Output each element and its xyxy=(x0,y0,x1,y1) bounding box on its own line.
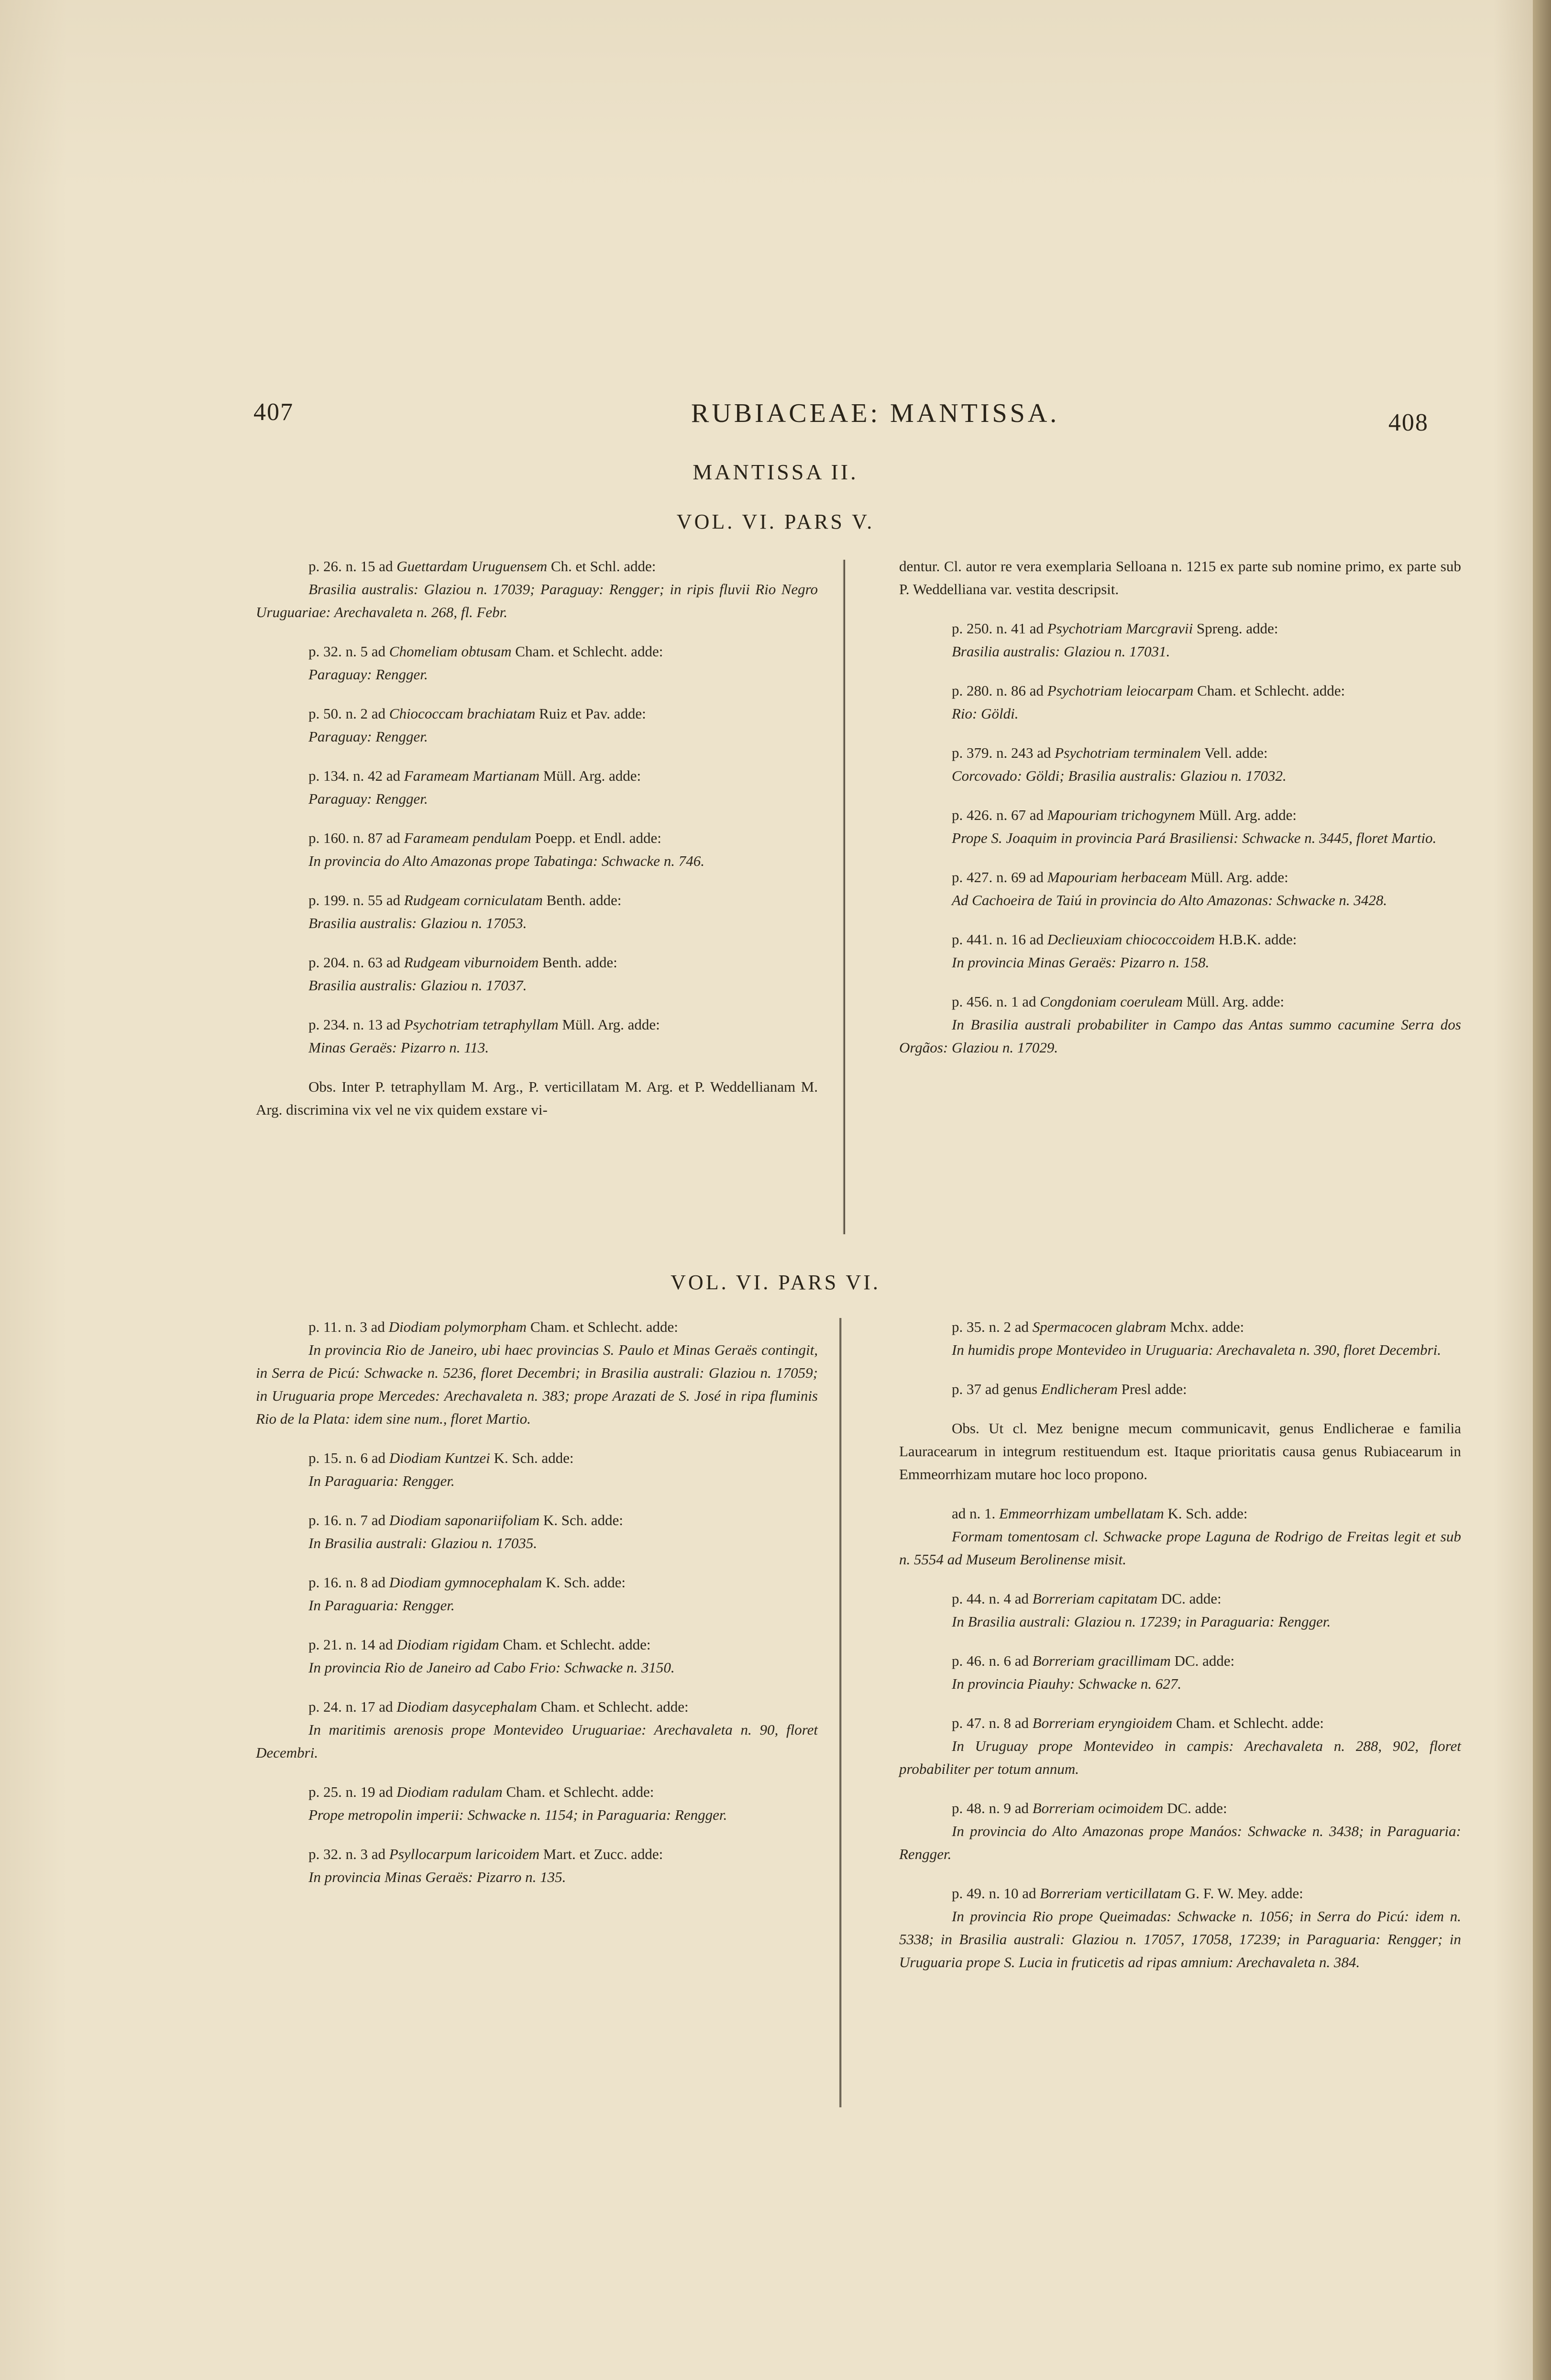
obs-continuation: dentur. Cl. autor re vera exemplaria Selloana n. 1215 ex parte sub nomine primo, ex parte sub P. Weddelliana var. vestita descripsit. xyxy=(899,558,1461,598)
locality: In Brasilia australi probabiliter in Campo das Antas summo cacumine Serra dos Orgãos: Glaziou n. 17029. xyxy=(899,1016,1461,1056)
locality: Rio: Göldi. xyxy=(952,705,1019,722)
entry xyxy=(899,1417,1461,1486)
locality: In provincia Rio de Janeiro, ubi haec provincias S. Paulo et Minas Geraës contingit, in Serra de Picú: Schwacke n. 5236, floret Decembri; in Brasilia australi: Glaziou n. 17059; in Uruguaria prope Mercedes: Arechavaleta n. 383; prope Arazati de S. José in ripa fluminis Rio de la Plata: idem sine num., floret Martio. xyxy=(256,1341,818,1427)
species-name: Diodiam dasycephalam xyxy=(396,1698,537,1715)
authority: Cham. et Schlecht. adde: xyxy=(1172,1715,1324,1731)
entry-reference xyxy=(256,1633,818,1656)
locality: Paraguay: Rengger. xyxy=(308,728,428,745)
entry-reference xyxy=(899,1712,1461,1735)
volume-heading-pars-vi: VOL. VI. PARS VI. xyxy=(671,1271,880,1294)
authority: Cham. et Schlecht. adde: xyxy=(499,1636,651,1653)
species-name: Spermacocen glabram xyxy=(1032,1318,1166,1335)
species-name: Mapouriam trichogynem xyxy=(1047,807,1195,823)
page-ref: p. 426. n. 67 ad xyxy=(952,807,1047,823)
locality: Brasilia australis: Glaziou n. 17039; Paraguay: Rengger; in ripis fluvii Rio Negro Uruguariae: Arechavaleta n. 268, fl. Febr. xyxy=(256,581,818,620)
locality: In provincia do Alto Amazonas prope Tabatinga: Schwacke n. 746. xyxy=(308,852,705,869)
authority: Cham. et Schlecht. adde: xyxy=(1193,682,1345,699)
obs-note: Obs. Ut cl. Mez benigne mecum communicavit, genus Endlicherae e familia Lauracearum in integrum restituendum est. Itaque prioritatis causa genus Rubiacearum in Emmeorrhizam mutare hoc loco propono. xyxy=(899,1420,1461,1483)
entry xyxy=(899,1649,1461,1695)
entry-reference xyxy=(256,764,818,787)
entry xyxy=(256,1316,818,1430)
authority: Cham. et Schlecht. adde: xyxy=(511,643,663,660)
entry-reference xyxy=(256,889,818,912)
entry-reference xyxy=(899,866,1461,889)
entry xyxy=(899,1882,1461,1974)
locality: In provincia Rio de Janeiro ad Cabo Frio: Schwacke n. 3150. xyxy=(308,1659,675,1676)
authority: Vell. adde: xyxy=(1200,744,1268,761)
species-name: Psychotriam terminalem xyxy=(1055,744,1201,761)
entry-reference xyxy=(256,1316,818,1339)
species-name: Psychotriam tetraphyllam xyxy=(404,1016,559,1033)
page-ref: p. 160. n. 87 ad xyxy=(308,830,404,846)
species-name: Chomeliam obtusam xyxy=(389,643,512,660)
entry-reference xyxy=(256,1447,818,1470)
locality: In humidis prope Montevideo in Uruguaria: Arechavaleta n. 390, floret Decembri. xyxy=(952,1341,1441,1358)
authority: Cham. et Schlecht. adde: xyxy=(502,1783,654,1800)
entry-reference xyxy=(256,827,818,850)
entry xyxy=(256,889,818,935)
column-left-pars-vi xyxy=(256,1316,818,1905)
species-name: Diodiam rigidam xyxy=(396,1636,499,1653)
entry xyxy=(899,1502,1461,1571)
page-ref: p. 15. n. 6 ad xyxy=(308,1450,389,1466)
locality: In provincia Minas Geraës: Pizarro n. 158. xyxy=(952,954,1210,971)
entry-reference xyxy=(899,990,1461,1013)
authority: K. Sch. adde: xyxy=(539,1512,623,1528)
locality: In provincia do Alto Amazonas prope Manáos: Schwacke n. 3438; in Paraguaria: Rengger. xyxy=(899,1823,1461,1862)
authority: K. Sch. adde: xyxy=(490,1450,574,1466)
locality: In provincia Piauhy: Schwacke n. 627. xyxy=(952,1675,1182,1692)
column-divider xyxy=(839,1318,841,2107)
page-ref: p. 26. n. 15 ad xyxy=(308,558,397,575)
page-ref: p. 199. n. 55 ad xyxy=(308,892,404,908)
obs-note: Obs. Inter P. tetraphyllam M. Arg., P. verticillatam M. Arg. et P. Weddellianam M. Arg. discrimina vix vel ne vix quidem exstare vi- xyxy=(256,1078,818,1118)
entry-reference xyxy=(899,742,1461,764)
running-head xyxy=(0,398,1551,441)
species-name: Borreriam verticillatam xyxy=(1040,1885,1182,1902)
species-name: Guettardam Uruguensem xyxy=(396,558,548,575)
species-name: Endlicheram xyxy=(1041,1381,1118,1397)
entry xyxy=(899,1316,1461,1362)
page-number-left: 407 xyxy=(253,399,294,426)
species-name: Psychotriam leiocarpam xyxy=(1047,682,1194,699)
locality: Prope S. Joaquim in provincia Pará Brasiliensi: Schwacke n. 3445, floret Martio. xyxy=(952,830,1437,846)
entry xyxy=(899,1712,1461,1781)
authority: Müll. Arg. adde: xyxy=(1183,993,1285,1010)
authority: Poepp. et Endl. adde: xyxy=(531,830,661,846)
entry xyxy=(256,702,818,748)
entry xyxy=(899,679,1461,725)
species-name: Borreriam capitatam xyxy=(1032,1590,1158,1607)
page-ref: p. 250. n. 41 ad xyxy=(952,620,1047,637)
entry-reference xyxy=(256,1843,818,1866)
entry-reference xyxy=(899,1587,1461,1610)
page-ref: p. 47. n. 8 ad xyxy=(952,1715,1033,1731)
entry xyxy=(256,1509,818,1555)
authority: Ch. et Schl. adde: xyxy=(547,558,656,575)
locality: Minas Geraës: Pizarro n. 113. xyxy=(308,1039,489,1056)
page-ref: p. 234. n. 13 ad xyxy=(308,1016,404,1033)
species-name: Borreriam ocimoidem xyxy=(1032,1800,1164,1816)
page-ref: p. 134. n. 42 ad xyxy=(308,767,404,784)
entry-reference xyxy=(256,1013,818,1036)
locality: Ad Cachoeira de Taiú in provincia do Alto Amazonas: Schwacke n. 3428. xyxy=(952,892,1387,908)
authority: DC. adde: xyxy=(1163,1800,1227,1816)
page-ref: p. 32. n. 5 ad xyxy=(308,643,389,660)
entry-reference xyxy=(256,702,818,725)
page-ref: p. 32. n. 3 ad xyxy=(308,1846,389,1862)
page-ref: p. 50. n. 2 ad xyxy=(308,705,389,722)
authority: Mchx. adde: xyxy=(1166,1318,1244,1335)
page-ref: p. 46. n. 6 ad xyxy=(952,1652,1033,1669)
volume-heading-pars-v: VOL. VI. PARS V. xyxy=(676,510,875,533)
species-name: Diodiam saponariifoliam xyxy=(389,1512,540,1528)
page-number-right: 408 xyxy=(1388,409,1429,436)
entry-reference xyxy=(899,1378,1461,1401)
column-left-pars-v xyxy=(256,555,818,1138)
page-ref: p. 427. n. 69 ad xyxy=(952,869,1047,886)
species-name: Rudgeam viburnoidem xyxy=(404,954,539,971)
species-name: Mapouriam herbaceam xyxy=(1047,869,1187,886)
authority: Cham. et Schlecht. adde: xyxy=(527,1318,678,1335)
entry xyxy=(256,555,818,624)
locality: In provincia Rio prope Queimadas: Schwacke n. 1056; in Serra do Picú: idem n. 5338; in Brasilia australi: Glaziou n. 17057, 17058, 17239; in Paraguaria: Rengger; in Uruguaria prope S. Lucia in fruticetis ad ripas amnium: Arechavaleta n. 384. xyxy=(899,1908,1461,1970)
page-ref: p. 280. n. 86 ad xyxy=(952,682,1047,699)
page-ref: p. 24. n. 17 ad xyxy=(308,1698,397,1715)
locality: Brasilia australis: Glaziou n. 17053. xyxy=(308,915,527,931)
page-ref: p. 379. n. 243 ad xyxy=(952,744,1055,761)
entry-reference xyxy=(899,1797,1461,1820)
entry-reference xyxy=(256,555,818,578)
entry-reference xyxy=(899,617,1461,640)
page-ref: p. 16. n. 7 ad xyxy=(308,1512,389,1528)
page-ref: p. 204. n. 63 ad xyxy=(308,954,404,971)
entry-reference xyxy=(899,679,1461,702)
entry-reference xyxy=(899,1502,1461,1525)
entry xyxy=(899,1797,1461,1866)
species-name: Diodiam gymnocephalam xyxy=(389,1574,542,1591)
species-name: Congdoniam coeruleam xyxy=(1040,993,1183,1010)
entry xyxy=(256,1843,818,1889)
entry xyxy=(899,1587,1461,1633)
entry-reference xyxy=(256,1571,818,1594)
entry-reference xyxy=(256,1509,818,1532)
locality: Paraguay: Rengger. xyxy=(308,790,428,807)
authority: G. F. W. Mey. adde: xyxy=(1181,1885,1303,1902)
authority: Ruiz et Pav. adde: xyxy=(535,705,646,722)
locality: In Paraguaria: Rengger. xyxy=(308,1597,455,1614)
entry-reference xyxy=(899,1649,1461,1672)
species-name: Emmeorrhizam umbellatam xyxy=(999,1505,1164,1522)
authority: K. Sch. adde: xyxy=(542,1574,626,1591)
entry-reference xyxy=(256,1695,818,1718)
entry xyxy=(256,1781,818,1827)
entry xyxy=(256,1633,818,1679)
page-ref: p. 11. n. 3 ad xyxy=(308,1318,389,1335)
locality: Paraguay: Rengger. xyxy=(308,666,428,683)
authority: Müll. Arg. adde: xyxy=(558,1016,660,1033)
page-ref: p. 37 ad genus xyxy=(952,1381,1041,1397)
column-right-pars-vi xyxy=(899,1316,1461,1990)
entry xyxy=(899,804,1461,850)
authority: Mart. et Zucc. adde: xyxy=(539,1846,663,1862)
authority: Müll. Arg. adde: xyxy=(1195,807,1297,823)
species-name: Psyllocarpum laricoidem xyxy=(389,1846,540,1862)
entry xyxy=(899,617,1461,663)
authority: DC. adde: xyxy=(1157,1590,1221,1607)
species-name: Psychotriam Marcgravii xyxy=(1047,620,1193,637)
authority: Spreng. adde: xyxy=(1193,620,1278,637)
authority: K. Sch. adde: xyxy=(1164,1505,1248,1522)
entry-reference xyxy=(899,1882,1461,1905)
entry xyxy=(256,1695,818,1764)
species-name: Chiococcam brachiatam xyxy=(389,705,536,722)
locality: Prope metropolin imperii: Schwacke n. 1154; in Paraguaria: Rengger. xyxy=(308,1806,727,1823)
entry-reference xyxy=(899,804,1461,827)
entry xyxy=(256,827,818,873)
entry-obs xyxy=(256,1075,818,1121)
species-name: Declieuxiam chiococcoidem xyxy=(1047,931,1215,948)
entry xyxy=(256,1447,818,1493)
entry xyxy=(256,640,818,686)
page-ref: p. 48. n. 9 ad xyxy=(952,1800,1033,1816)
page-ref: p. 441. n. 16 ad xyxy=(952,931,1047,948)
entry xyxy=(256,1013,818,1059)
entry xyxy=(256,764,818,810)
locality: In Paraguaria: Rengger. xyxy=(308,1472,455,1489)
entry xyxy=(899,866,1461,912)
entry-reference xyxy=(899,928,1461,951)
entry xyxy=(256,1571,818,1617)
book-edge xyxy=(1533,0,1551,2380)
page-ref: ad n. 1. xyxy=(952,1505,1000,1522)
locality: In Brasilia australi: Glaziou n. 17035. xyxy=(308,1535,537,1551)
page-ref: p. 456. n. 1 ad xyxy=(952,993,1040,1010)
page-ref: p. 49. n. 10 ad xyxy=(952,1885,1040,1902)
entry xyxy=(899,990,1461,1059)
section-title: MANTISSA II. xyxy=(693,460,858,484)
entry-reference xyxy=(899,1316,1461,1339)
entry-reference xyxy=(256,1781,818,1804)
entry xyxy=(899,928,1461,974)
entry xyxy=(256,951,818,997)
species-name: Borreriam eryngioidem xyxy=(1032,1715,1173,1731)
page-ref: p. 44. n. 4 ad xyxy=(952,1590,1033,1607)
species-name: Diodiam radulam xyxy=(396,1783,503,1800)
entry-reference xyxy=(256,640,818,663)
locality: In Brasilia australi: Glaziou n. 17239; in Paraguaria: Rengger. xyxy=(952,1613,1331,1630)
locality: Brasilia australis: Glaziou n. 17031. xyxy=(952,643,1170,660)
species-name: Diodiam polymorpham xyxy=(388,1318,527,1335)
locality: Formam tomentosam cl. Schwacke prope Laguna de Rodrigo de Freitas legit et sub n. 5554 ad Museum Berolinense misit. xyxy=(899,1528,1461,1568)
species-name: Borreriam gracillimam xyxy=(1032,1652,1171,1669)
entry xyxy=(899,1378,1461,1401)
page-ref: p. 25. n. 19 ad xyxy=(308,1783,397,1800)
entry-obs xyxy=(899,555,1461,601)
entry xyxy=(899,742,1461,787)
species-name: Diodiam Kuntzei xyxy=(389,1450,490,1466)
entry-reference xyxy=(256,951,818,974)
authority: Presl adde: xyxy=(1117,1381,1187,1397)
locality: In provincia Minas Geraës: Pizarro n. 135. xyxy=(308,1869,566,1885)
authority: H.B.K. adde: xyxy=(1215,931,1297,948)
locality: Corcovado: Göldi; Brasilia australis: Glaziou n. 17032. xyxy=(952,767,1287,784)
page-ref: p. 21. n. 14 ad xyxy=(308,1636,397,1653)
locality: In Uruguay prope Montevideo in campis: Arechavaleta n. 288, 902, floret probabiliter per totum annum. xyxy=(899,1738,1461,1777)
authority: Benth. adde: xyxy=(542,892,622,908)
authority: Müll. Arg. adde: xyxy=(1187,869,1288,886)
species-name: Farameam Martianam xyxy=(404,767,540,784)
page-ref: p. 35. n. 2 ad xyxy=(952,1318,1033,1335)
authority: Benth. adde: xyxy=(539,954,617,971)
column-divider xyxy=(843,560,845,1234)
locality: In maritimis arenosis prope Montevideo Uruguariae: Arechavaleta n. 90, floret Decembri. xyxy=(256,1721,818,1761)
column-right-pars-v xyxy=(899,555,1461,1075)
authority: Müll. Arg. adde: xyxy=(539,767,641,784)
running-title: RUBIACEAE: MANTISSA. xyxy=(691,399,1060,428)
species-name: Rudgeam corniculatam xyxy=(404,892,543,908)
page-ref: p. 16. n. 8 ad xyxy=(308,1574,389,1591)
authority: DC. adde: xyxy=(1170,1652,1235,1669)
authority: Cham. et Schlecht. adde: xyxy=(537,1698,689,1715)
locality: Brasilia australis: Glaziou n. 17037. xyxy=(308,977,527,994)
species-name: Farameam pendulam xyxy=(404,830,531,846)
